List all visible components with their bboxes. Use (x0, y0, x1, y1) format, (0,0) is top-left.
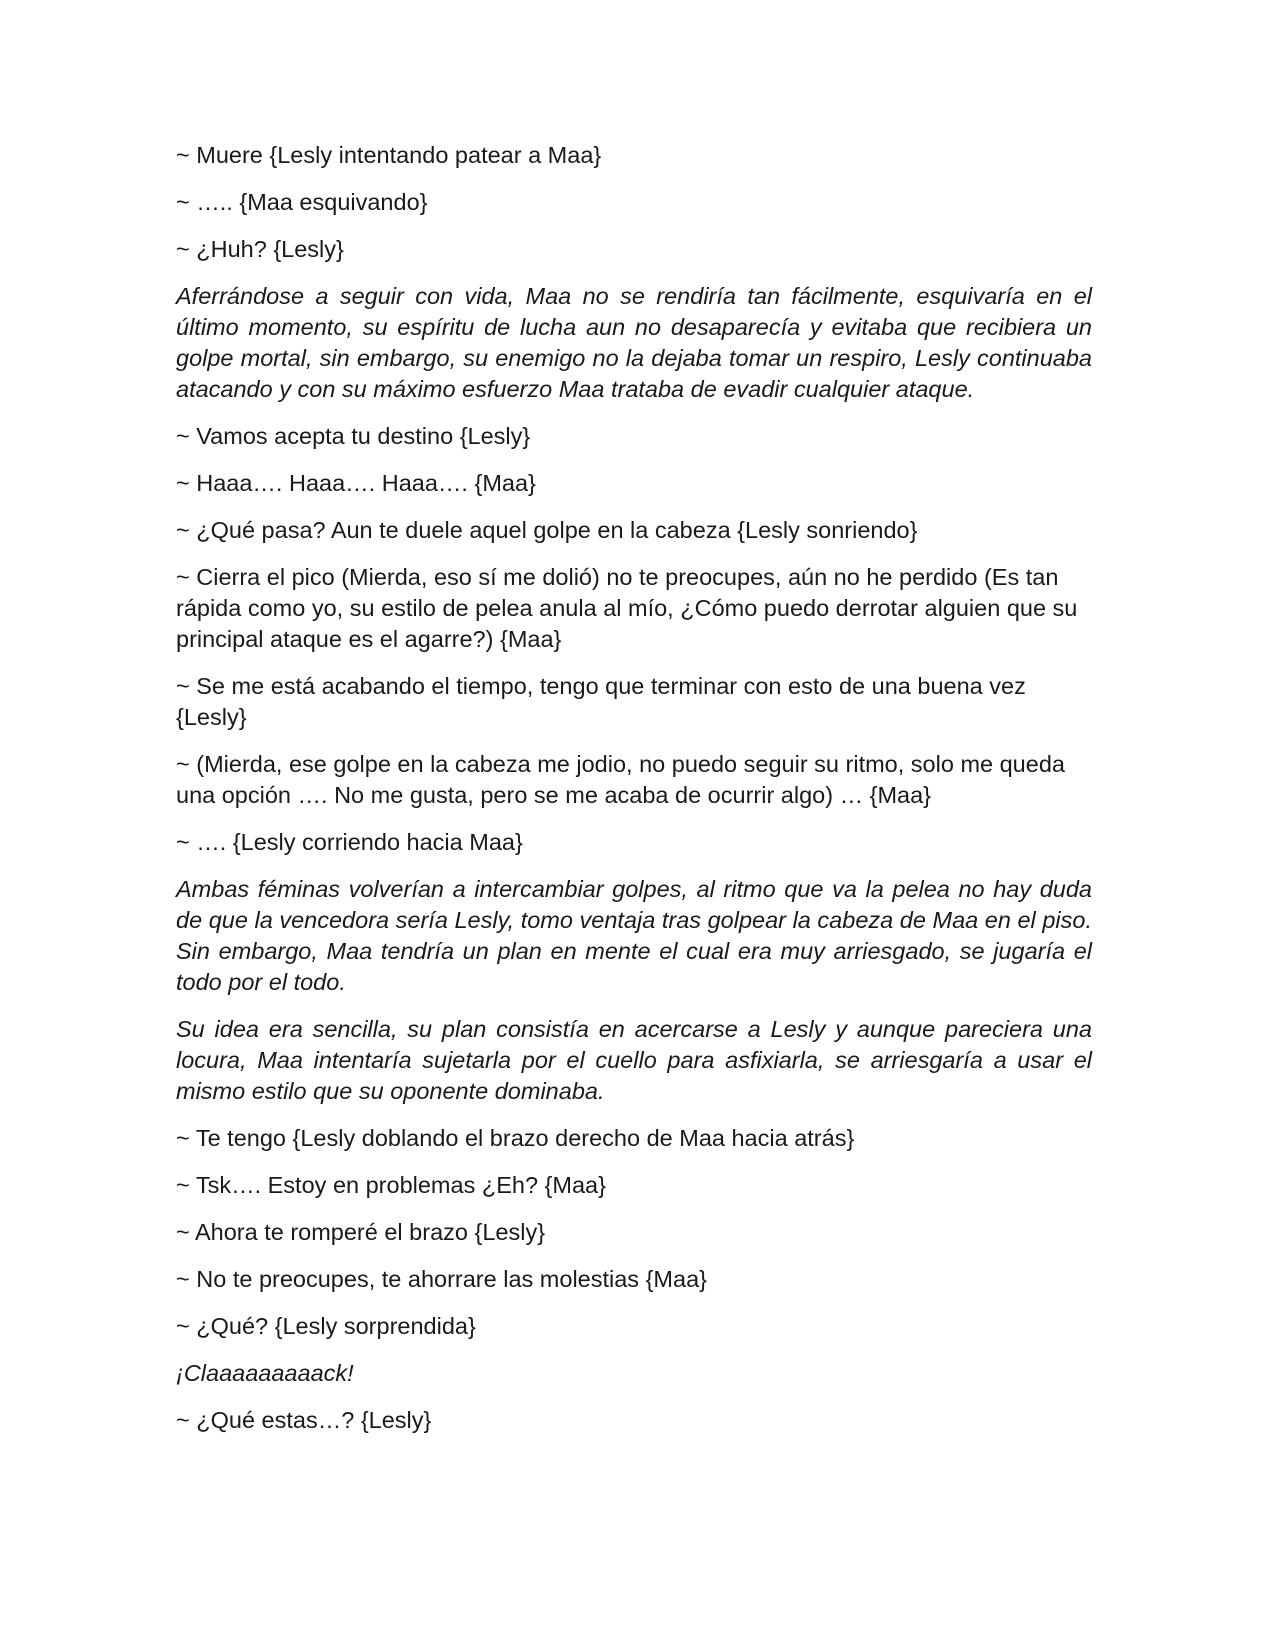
dialogue-line: ~ Cierra el pico (Mierda, eso sí me dolió) no te preocupes, aún no he perdido (Es tan rápida como yo, su estilo de pelea anula al mío, ¿Cómo puedo derrotar alguien que su principal ataque es el agarre?) {Maa} (176, 564, 1078, 652)
dialogue-line: ~ …. {Lesly corriendo hacia Maa} (176, 829, 523, 855)
dialogue-line: ~ Ahora te romperé el brazo {Lesly} (176, 1219, 546, 1245)
dialogue-line: ~ ¿Qué? {Lesly sorprendida} (176, 1313, 476, 1339)
dialogue-line: ~ ¿Qué estas…? {Lesly} (176, 1407, 432, 1433)
dialogue-line: ~ Te tengo {Lesly doblando el brazo derecho de Maa hacia atrás} (176, 1125, 855, 1151)
dialogue-line: ~ ¿Qué pasa? Aun te duele aquel golpe en la cabeza {Lesly sonriendo} (176, 517, 918, 543)
sound-effect: ¡Claaaaaaaaack! (176, 1360, 354, 1386)
dialogue-line: ~ Se me está acabando el tiempo, tengo que terminar con esto de una buena vez {Lesly} (176, 673, 1026, 730)
narration-paragraph: Ambas féminas volverían a intercambiar golpes, al ritmo que va la pelea no hay duda de que la vencedora sería Lesly, tomo ventaja tras golpear la cabeza de Maa en el piso. Sin embargo, Maa tendría un plan en mente el cual era muy arriesgado, se jugaría el todo por el todo. (176, 876, 1092, 995)
dialogue-line: ~ Tsk…. Estoy en problemas ¿Eh? {Maa} (176, 1172, 606, 1198)
dialogue-line: ~ Haaa…. Haaa…. Haaa…. {Maa} (176, 470, 536, 496)
narration-paragraph: Su idea era sencilla, su plan consistía en acercarse a Lesly y aunque pareciera una locura, Maa intentaría sujetarla por el cuello para asfixiarla, se arriesgaría a usar el mismo estilo que su oponente dominaba. (176, 1016, 1092, 1104)
document-page (176, 140, 1092, 1452)
dialogue-line: ~ (Mierda, ese golpe en la cabeza me jodio, no puedo seguir su ritmo, solo me queda una opción …. No me gusta, pero se me acaba de ocurrir algo) … {Maa} (176, 751, 1065, 808)
dialogue-line: ~ ….. {Maa esquivando} (176, 189, 428, 215)
dialogue-line: ~ No te preocupes, te ahorrare las molestias {Maa} (176, 1266, 707, 1292)
dialogue-line: ~ Vamos acepta tu destino {Lesly} (176, 423, 531, 449)
dialogue-line: ~ ¿Huh? {Lesly} (176, 236, 344, 262)
dialogue-line: ~ Muere {Lesly intentando patear a Maa} (176, 142, 602, 168)
narration-paragraph: Aferrándose a seguir con vida, Maa no se rendiría tan fácilmente, esquivaría en el último momento, su espíritu de lucha aun no desaparecía y evitaba que recibiera un golpe mortal, sin embargo, su enemigo no la dejaba tomar un respiro, Lesly continuaba atacando y con su máximo esfuerzo Maa trataba de evadir cualquier ataque. (176, 283, 1092, 402)
